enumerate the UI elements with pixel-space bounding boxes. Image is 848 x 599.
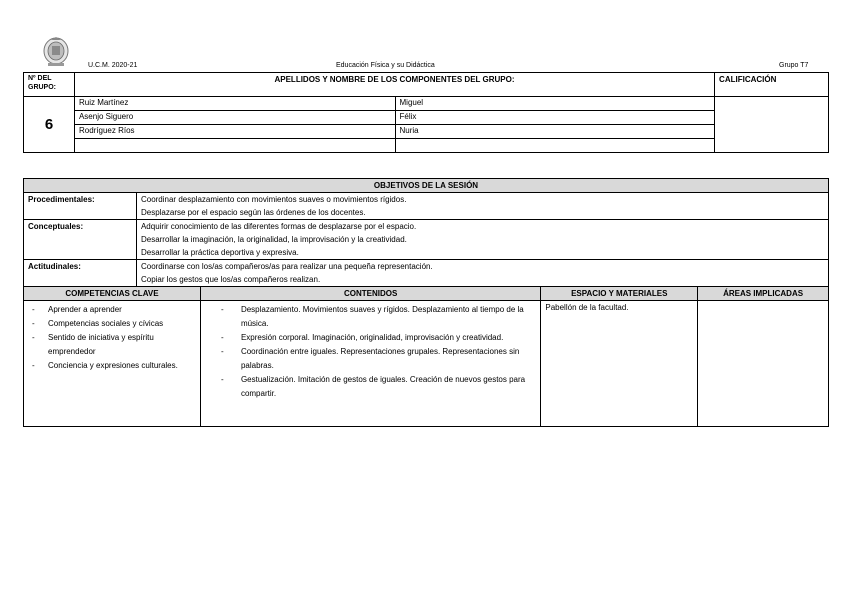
conceptuales-text	[136, 220, 828, 260]
objective-line: Desplazarse por el espacio según las órdenes de los docentes.	[140, 208, 366, 217]
competencias-cell	[24, 301, 201, 427]
objective-line: Coordinar desplazamiento con movimientos suaves o movimientos rígidos.	[140, 195, 407, 204]
group-table	[23, 72, 829, 153]
objective-line: Desarrollar la práctica deportiva y expresiva.	[140, 248, 299, 257]
list-item: - Sentido de iniciativa y espíritu emprendedor	[28, 331, 178, 359]
actitudinales-label: Actitudinales:	[24, 260, 137, 287]
areas-cell	[698, 301, 829, 427]
objective-line: Desarrollar la imaginación, la originalidad, la improvisación y la creatividad.	[140, 235, 407, 244]
contenidos-cell	[200, 301, 540, 427]
names-header: APELLIDOS Y NOMBRE DE LOS COMPONENTES DEL GRUPO:	[74, 73, 714, 97]
grade-cell[interactable]	[715, 97, 829, 153]
group-number: 6	[24, 97, 75, 153]
institution-label: U.C.M. 2020-21	[88, 62, 138, 69]
contenidos-header: CONTENIDOS	[200, 287, 540, 301]
list-item: - Expresión corporal. Imaginación, originalidad, improvisación y creatividad.	[217, 331, 536, 345]
objective-line: Coordinarse con los/as compañeros/as para realizar una pequeña representación.	[140, 262, 433, 271]
procedimentales-label: Procedimentales:	[24, 193, 137, 220]
espacio-cell: Pabellón de la facultad.	[541, 301, 698, 427]
member-surname: Rodríguez Ríos	[74, 125, 395, 139]
procedimentales-text	[136, 193, 828, 220]
session-table	[23, 178, 829, 427]
member-name: Félix	[395, 111, 715, 125]
objective-line: Copiar los gestos que los/as compañeros realizan.	[140, 275, 321, 284]
member-surname: Asenjo Siguero	[74, 111, 395, 125]
group-number-label: Nº DEL GRUPO:	[24, 73, 75, 97]
list-item: - Aprender a aprender	[28, 303, 178, 317]
member-name: Nuria	[395, 125, 715, 139]
course-title: Educación Física y su Didáctica	[336, 62, 435, 69]
areas-header: ÁREAS IMPLICADAS	[698, 287, 829, 301]
list-item: - Conciencia y expresiones culturales.	[28, 359, 178, 373]
conceptuales-label: Conceptuales:	[24, 220, 137, 260]
university-seal-icon	[42, 36, 70, 68]
member-surname: Ruiz Martínez	[74, 97, 395, 111]
list-item: - Desplazamiento. Movimientos suaves y rígidos. Desplazamiento al tiempo de la música.	[217, 303, 536, 331]
group-label: Grupo T7	[779, 62, 809, 69]
list-item: - Gestualización. Imitación de gestos de iguales. Creación de nuevos gestos para compartir.	[217, 373, 536, 401]
list-item: - Competencias sociales y cívicas	[28, 317, 178, 331]
member-name: Miguel	[395, 97, 715, 111]
objectives-title: OBJETIVOS DE LA SESIÓN	[24, 179, 829, 193]
actitudinales-text	[136, 260, 828, 287]
objective-line: Adquirir conocimiento de las diferentes formas de desplazarse por el espacio.	[140, 222, 417, 231]
list-item: - Coordinación entre iguales. Representaciones grupales. Representaciones sin palabras.	[217, 345, 536, 373]
member-surname	[74, 139, 395, 153]
grade-header: CALIFICACIÓN	[715, 73, 829, 97]
espacio-header: ESPACIO Y MATERIALES	[541, 287, 698, 301]
competencias-header: COMPETENCIAS CLAVE	[24, 287, 201, 301]
member-name	[395, 139, 715, 153]
